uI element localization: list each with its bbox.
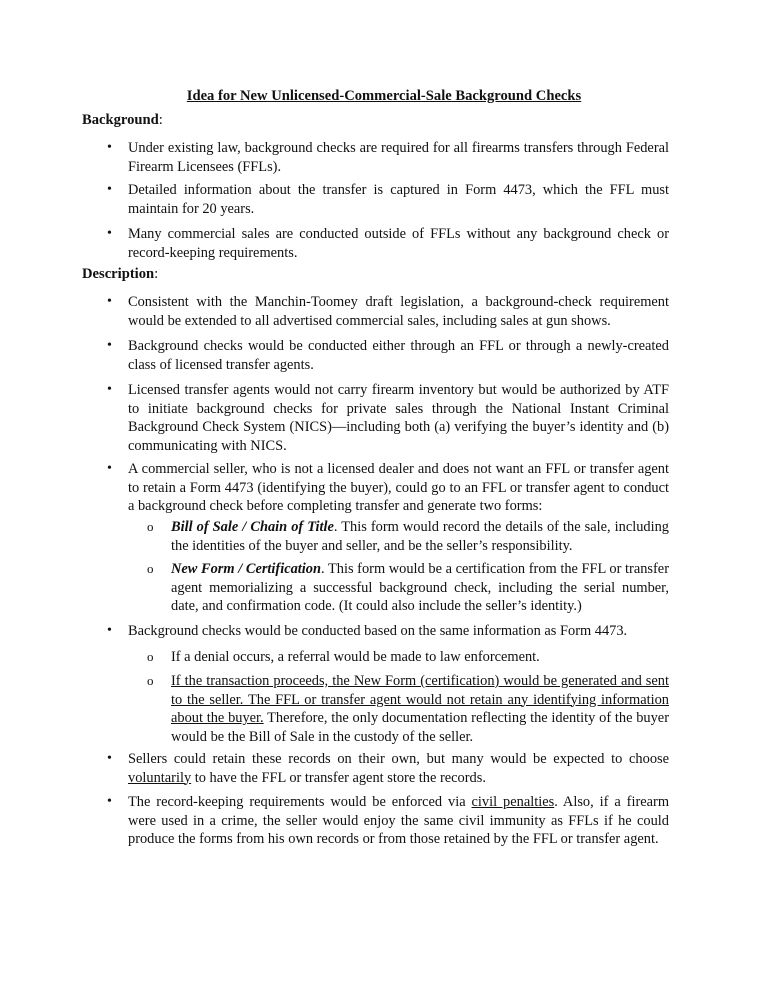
description-bullet: • Background checks would be conducted based on the same information as Form 4473. xyxy=(128,622,669,641)
records-bullet xyxy=(128,750,669,787)
outcome-denial: o If a denial occurs, a referral would be made to law enforcement. xyxy=(171,648,669,667)
form-description: . This form would record the details of the sale, including the identities of the buyer and seller, and be the seller’s responsibility. xyxy=(171,519,669,554)
outcome-proceeds-underlined: If the transaction proceeds, the New Form (certification) would be generated and sent to the seller. The FFL or transfer agent would not retain any identifying information about the buyer. xyxy=(171,673,669,727)
background-heading xyxy=(82,111,163,130)
description-heading-colon: : xyxy=(154,266,159,282)
form-item xyxy=(171,518,669,555)
document-title: Idea for New Unlicensed-Commercial-Sale Background Checks xyxy=(186,88,582,104)
outcome-proceeds xyxy=(171,672,669,746)
records-text-post: to have the FFL or transfer agent store the records. xyxy=(191,769,486,786)
description-bullet: • Consistent with the Manchin-Toomey draft legislation, a background-check requirement would be extended to all advertised commercial sales, including sales at gun shows. xyxy=(128,293,669,330)
background-bullet: • Detailed information about the transfer is captured in Form 4473, which the FFL must maintain for 20 years. xyxy=(128,181,669,218)
records-text-underlined: voluntarily xyxy=(128,769,192,786)
enforcement-text-post: . Also, if a firearm were used in a crime, the seller would enjoy the same civil immunity as FFLs if he could produce the forms from his own records or from those retained by the FFL or transfer agent. xyxy=(128,794,670,848)
description-bullet: • Licensed transfer agents would not carry firearm inventory but would be authorized by ATF to initiate background checks for private sales through the National Instant Criminal Background Check System (NICS)—including both (a) verifying the buyer’s identity and (b) communicating with NICS. xyxy=(128,381,669,455)
description-heading xyxy=(82,265,158,284)
description-bullet: • A commercial seller, who is not a licensed dealer and does not want an FFL or transfer agent to retain a Form 4473 (identifying the buyer), could go to an FFL or transfer agent to conduct a background check before completing transfer and generate two forms: xyxy=(128,460,669,516)
form-name: New Form / Certification xyxy=(171,561,321,577)
enforcement-text-pre: The record-keeping requirements would be enforced via xyxy=(128,794,472,810)
form-description: . This form would be a certification from the FFL or transfer agent memorializing a successful background check, including the serial number, date, and confirmation code. (It could also include the seller’s identity.) xyxy=(171,561,669,615)
records-text-pre: Sellers could retain these records on their own, but many would be expected to choose xyxy=(128,751,669,767)
form-item xyxy=(171,560,669,616)
outcome-proceeds-rest: Therefore, the only documentation reflecting the identity of the buyer would be the Bill of Sale in the custody of the seller. xyxy=(171,710,669,745)
enforcement-text-underlined: civil penalties xyxy=(471,794,555,810)
background-bullet: • Under existing law, background checks are required for all firearms transfers through Federal Firearm Licensees (FFLs). xyxy=(128,139,669,176)
form-name: Bill of Sale / Chain of Title xyxy=(171,519,334,535)
description-bullet: • Background checks would be conducted either through an FFL or through a newly-created class of licensed transfer agents. xyxy=(128,337,669,374)
description-heading-text: Description xyxy=(82,266,155,282)
background-heading-colon: : xyxy=(158,112,163,128)
background-heading-text: Background xyxy=(82,112,159,128)
background-bullet: • Many commercial sales are conducted outside of FFLs without any background check or record-keeping requirements. xyxy=(128,225,669,262)
enforcement-bullet xyxy=(128,793,669,849)
